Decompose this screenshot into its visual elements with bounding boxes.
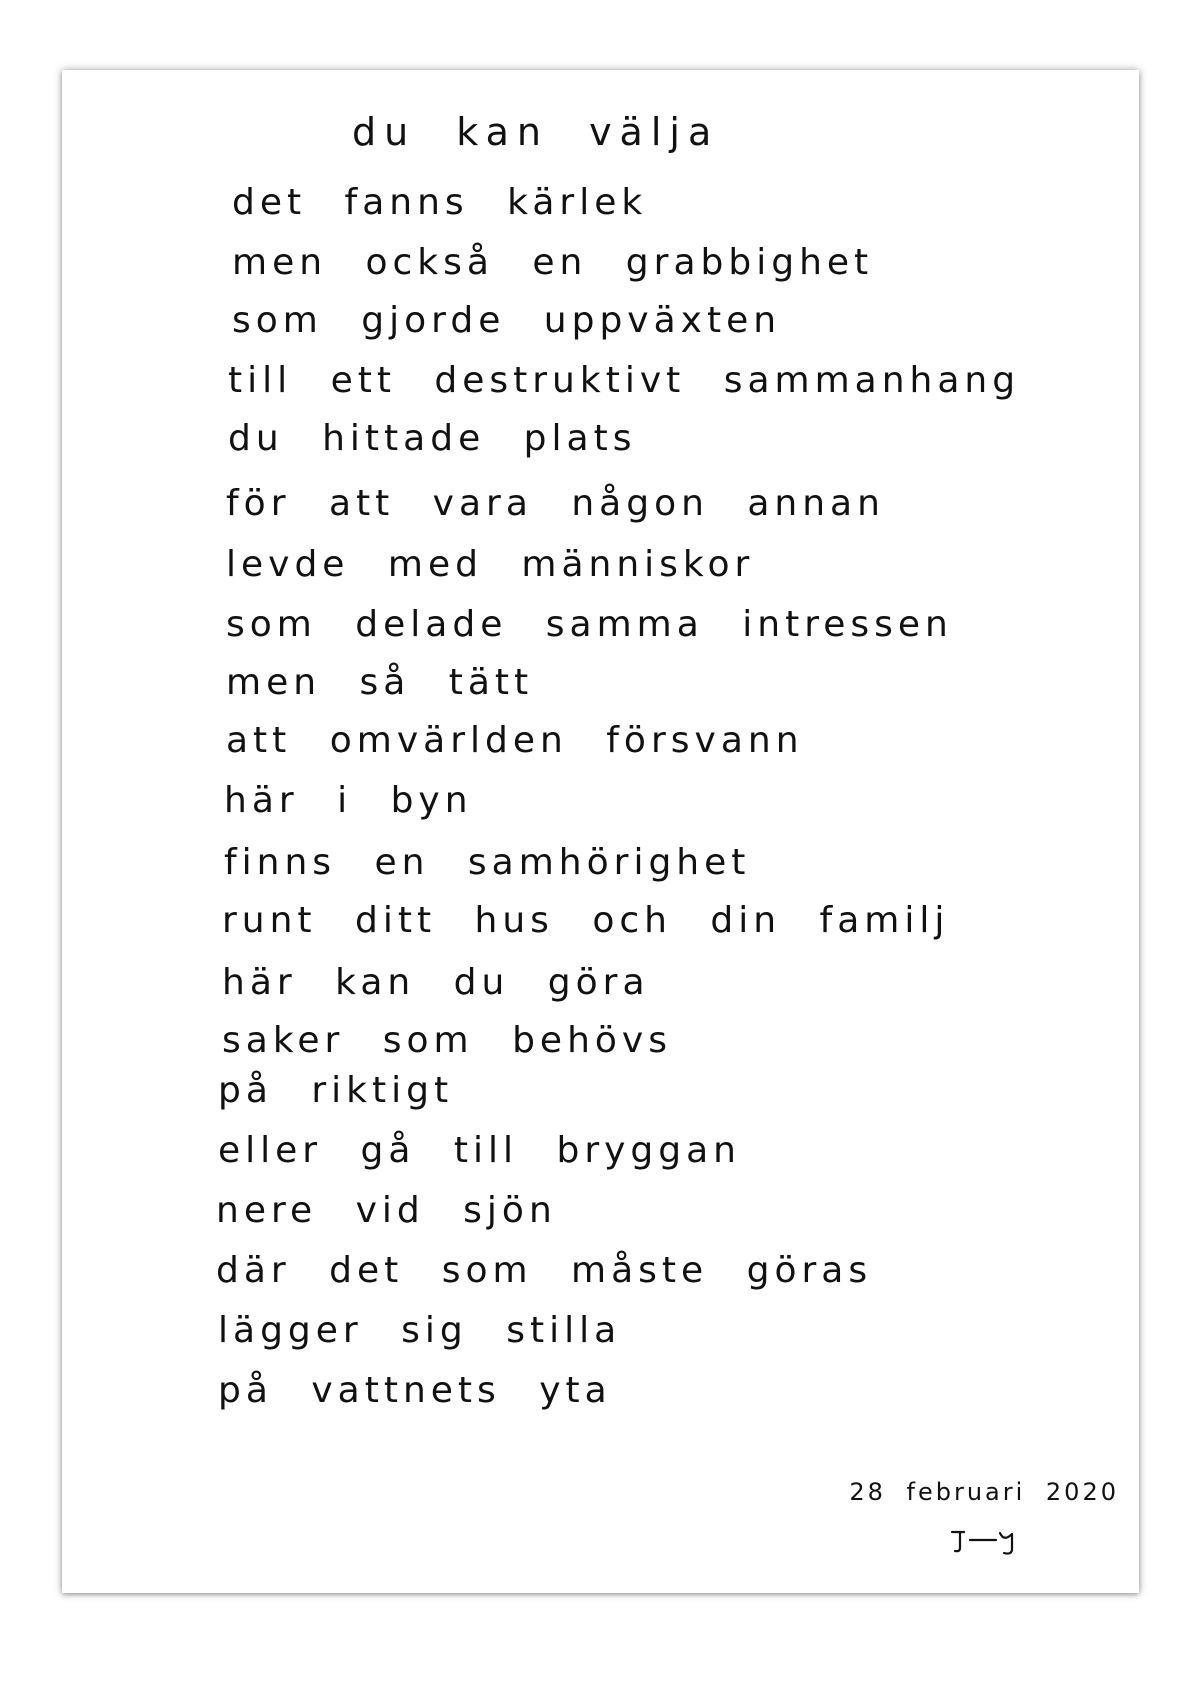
signature: [948, 1522, 1020, 1558]
poem-line: eller gå till bryggan: [218, 1130, 742, 1171]
poem-date: 28 februari 2020: [849, 1478, 1119, 1506]
poem-line: saker som behövs: [222, 1020, 672, 1061]
poem-line: nere vid sjön: [216, 1190, 557, 1231]
poem-line: här kan du göra: [222, 962, 650, 1003]
poem-line: att omvärlden försvann: [226, 720, 804, 761]
poem-line: levde med människor: [226, 544, 755, 585]
poem-line: men också en grabbighet: [232, 242, 874, 283]
poem-sheet: [62, 70, 1139, 1593]
poem-line: här i byn: [224, 780, 473, 821]
poem-line: på vattnets yta: [218, 1370, 612, 1411]
poem-line: runt ditt hus och din familj: [222, 900, 950, 941]
poem-line: du hittade plats: [228, 418, 637, 459]
poem-line: för att vara någon annan: [226, 483, 885, 524]
poem-line: finns en samhörighet: [224, 842, 751, 883]
poem-line: där det som måste göras: [216, 1250, 873, 1291]
poem-title: du kan välja: [352, 110, 720, 154]
poem-line: det fanns kärlek: [232, 182, 648, 223]
poem-line: på riktigt: [218, 1070, 454, 1111]
poem-line: som delade samma intressen: [226, 604, 953, 645]
poem-line: till ett destruktivt sammanhang: [228, 360, 1021, 401]
poem-line: lägger sig stilla: [218, 1310, 622, 1351]
poem-line: som gjorde uppväxten: [232, 300, 782, 341]
poem-line: men så tätt: [226, 662, 534, 703]
